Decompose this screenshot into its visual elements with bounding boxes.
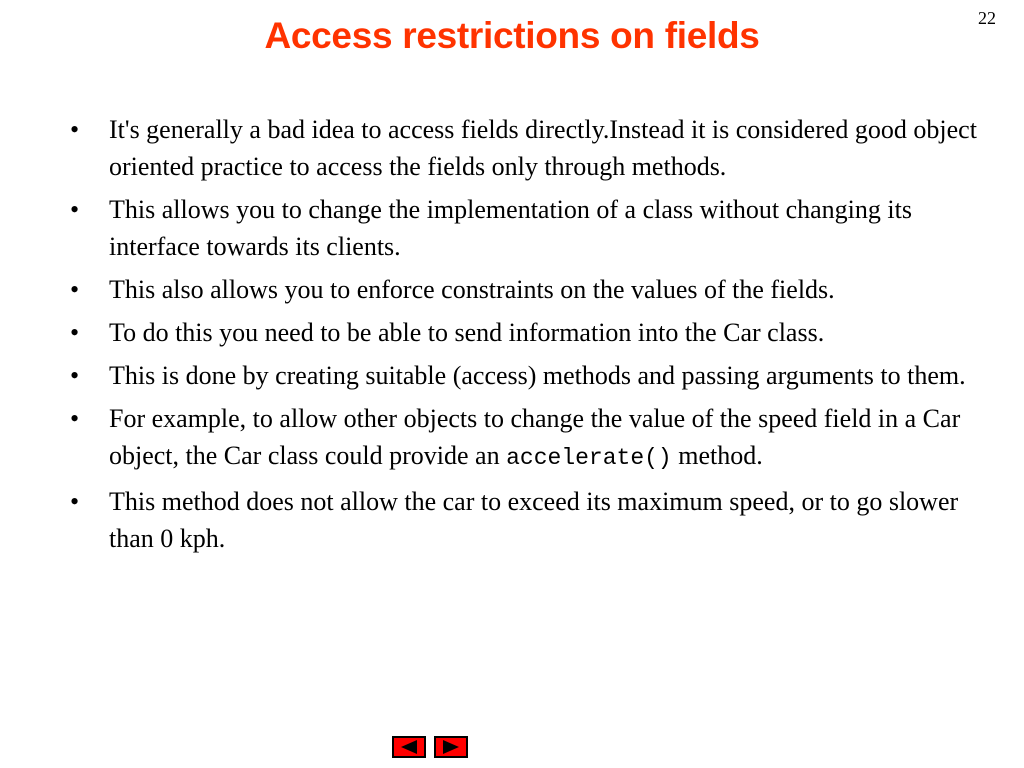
previous-slide-button[interactable] <box>392 736 426 758</box>
bullet-list <box>66 111 996 563</box>
bullet-text: For example, to allow other objects to change the value of the speed field in a Car object, the Car class could provide an <box>109 404 961 470</box>
page-number: 22 <box>978 8 996 28</box>
bullet-item <box>66 400 996 477</box>
bullet-item: • This allows you to change the implementation of a class without changing its interface towards its clients. <box>66 191 996 265</box>
code-snippet: accelerate() <box>506 445 672 471</box>
bullet-item: • It's generally a bad idea to access fields directly.Instead it is considered good object oriented practice to access the fields only through methods. <box>66 111 996 185</box>
bullet-item: • This also allows you to enforce constraints on the values of the fields. <box>66 271 996 308</box>
next-slide-button[interactable] <box>434 736 468 758</box>
bullet-item: • This method does not allow the car to exceed its maximum speed, or to go slower than 0 kph. <box>66 483 996 557</box>
triangle-left-icon <box>398 739 420 755</box>
bullet-item: • To do this you need to be able to send information into the Car class. <box>66 314 996 351</box>
slide-navigation <box>392 736 468 758</box>
triangle-right-icon <box>440 739 462 755</box>
bullet-text: method. <box>671 441 763 470</box>
slide-title: Access restrictions on fields <box>264 15 760 56</box>
bullet-item: • This is done by creating suitable (access) methods and passing arguments to them. <box>66 357 996 394</box>
